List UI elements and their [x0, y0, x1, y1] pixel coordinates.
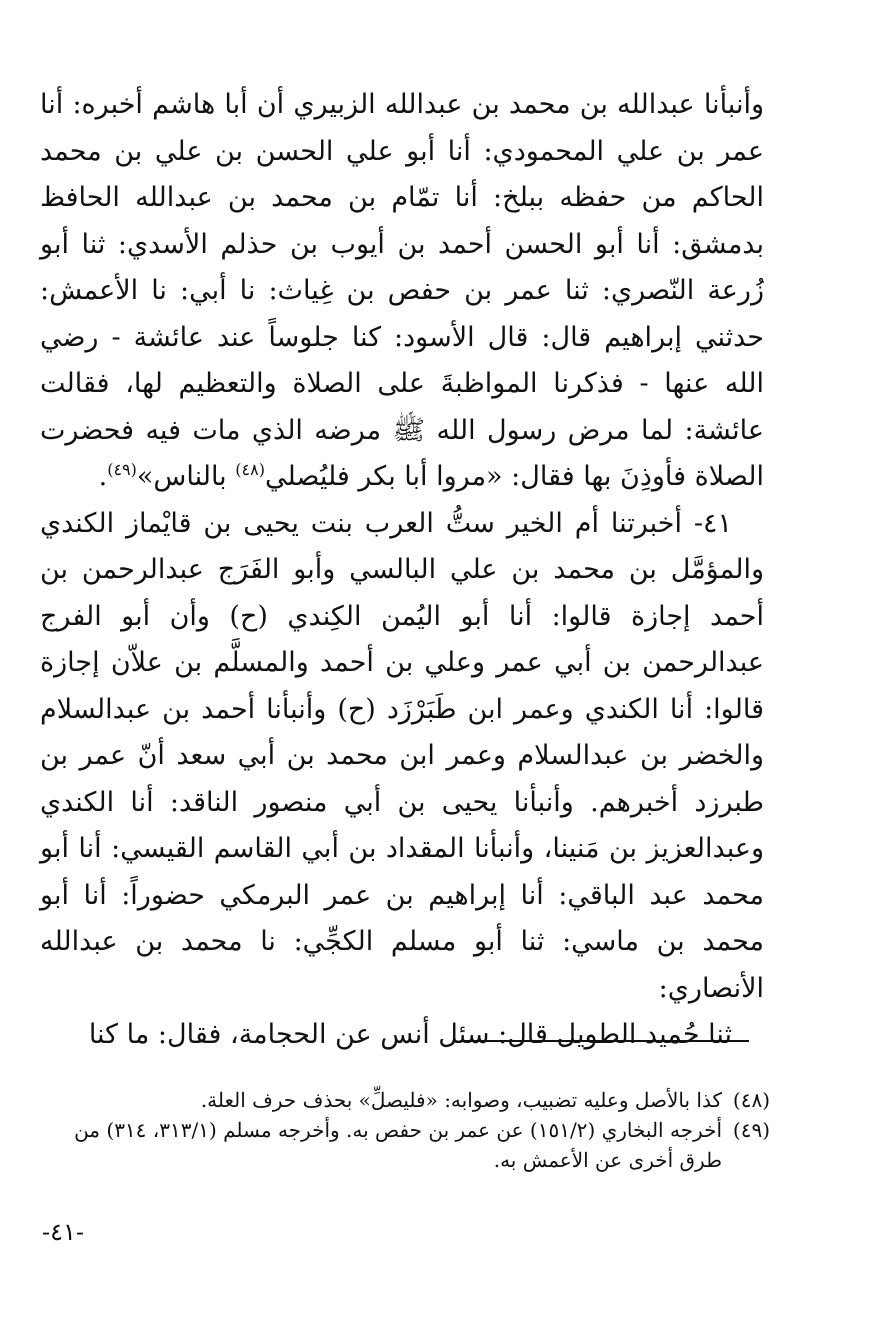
footnote-48 [40, 1085, 770, 1115]
footnote-ref-48[interactable]: (٤٨) [235, 460, 265, 479]
main-text [40, 82, 764, 1059]
footnote-separator [462, 1040, 749, 1042]
footnote-text: أخرجه البخاري (١٥١/٢) عن عمر بن حفص به. وأخرجه مسلم (٣١٣/١، ٣١٤) من طرق أخرى عن الأعمش به. [74, 1118, 722, 1172]
footnotes [40, 1085, 770, 1175]
footnote-number: (٤٨) [732, 1088, 770, 1112]
paragraph-hadith-40-mid: بالناس» [136, 461, 236, 492]
footnote-text: كذا بالأصل وعليه تضبيب، وصوابه: «فليصلِّ» بحذف حرف العلة. [200, 1088, 722, 1112]
paragraph-hadith-41-matn: ثنا حُميد الطويل قال: سئل أنس عن الحجامة، فقال: ما كنا [88, 1019, 732, 1050]
footnote-49 [40, 1115, 770, 1175]
paragraph-hadith-41: ٤١- أخبرتنا أم الخير ستُّ العرب بنت يحيى بن قايْماز الكندي والمؤمَّل بن محمد بن علي البالسي وأبو الفَرَج عبدالرحمن بن أحمد إجازة قالوا: أنا أبو اليُمن الكِندي (ح) وأن أبو الفرج عبدالرحمن بن أبي عمر وعلي بن أحمد والمسلَّم بن علاّن إجازة قالوا: أنا الكندي وعمر ابن طَبَرْزَد (ح) وأنبأنا أحمد بن عبدالسلام والخضر بن عبدالسلام وعمر ابن محمد بن أبي سعد أنّ عمر بن طبرزد أخبرهم. وأنبأنا يحيى بن أبي منصور الناقد: أنا الكندي وعبدالعزيز بن مَنينا، وأنبأنا المقداد بن أبي القاسم القيسي: أنا أبو محمد عبد الباقي: أنا إبراهيم بن عمر البرمكي حضوراً: أنا أبو محمد بن ماسي: ثنا أبو مسلم الكجِّي: نا محمد بن عبدالله الأنصاري: [40, 507, 764, 1004]
footnote-number: (٤٩) [732, 1118, 770, 1142]
paragraph-hadith-40 [40, 82, 764, 501]
footnote-ref-49[interactable]: (٤٩) [107, 460, 137, 479]
paragraph-hadith-40-end: . [98, 461, 108, 492]
paragraph-hadith-40-text: وأنبأنا عبدالله بن محمد بن عبدالله الزبيري أن أبا هاشم أخبره: أنا عمر بن علي المحمودي: أنا أبو علي الحسن بن علي بن محمد الحاكم من حفظه ببلخ: أنا تمّام بن محمد بن عبدالله الحافظ بدمشق: أنا أبو الحسن أحمد بن أيوب بن حذلم الأسدي: ثنا أبو زُرعة النّصري: ثنا عمر بن حفص بن غِياث: نا أبي: نا الأعمش: حدثني إبراهيم قال: قال الأسود: كنا جلوساً عند عائشة - رضي الله عنها - فذكرنا المواظبةَ على الصلاة والتعظيم لها، فقالت عائشة: لما مرض رسول الله ﷺ مرضه الذي مات فيه فحضرت الصلاة فأوذِنَ بها فقال: «مروا أبا بكر فليُصلي [40, 89, 764, 492]
page-number: -٤١- [42, 1218, 84, 1246]
